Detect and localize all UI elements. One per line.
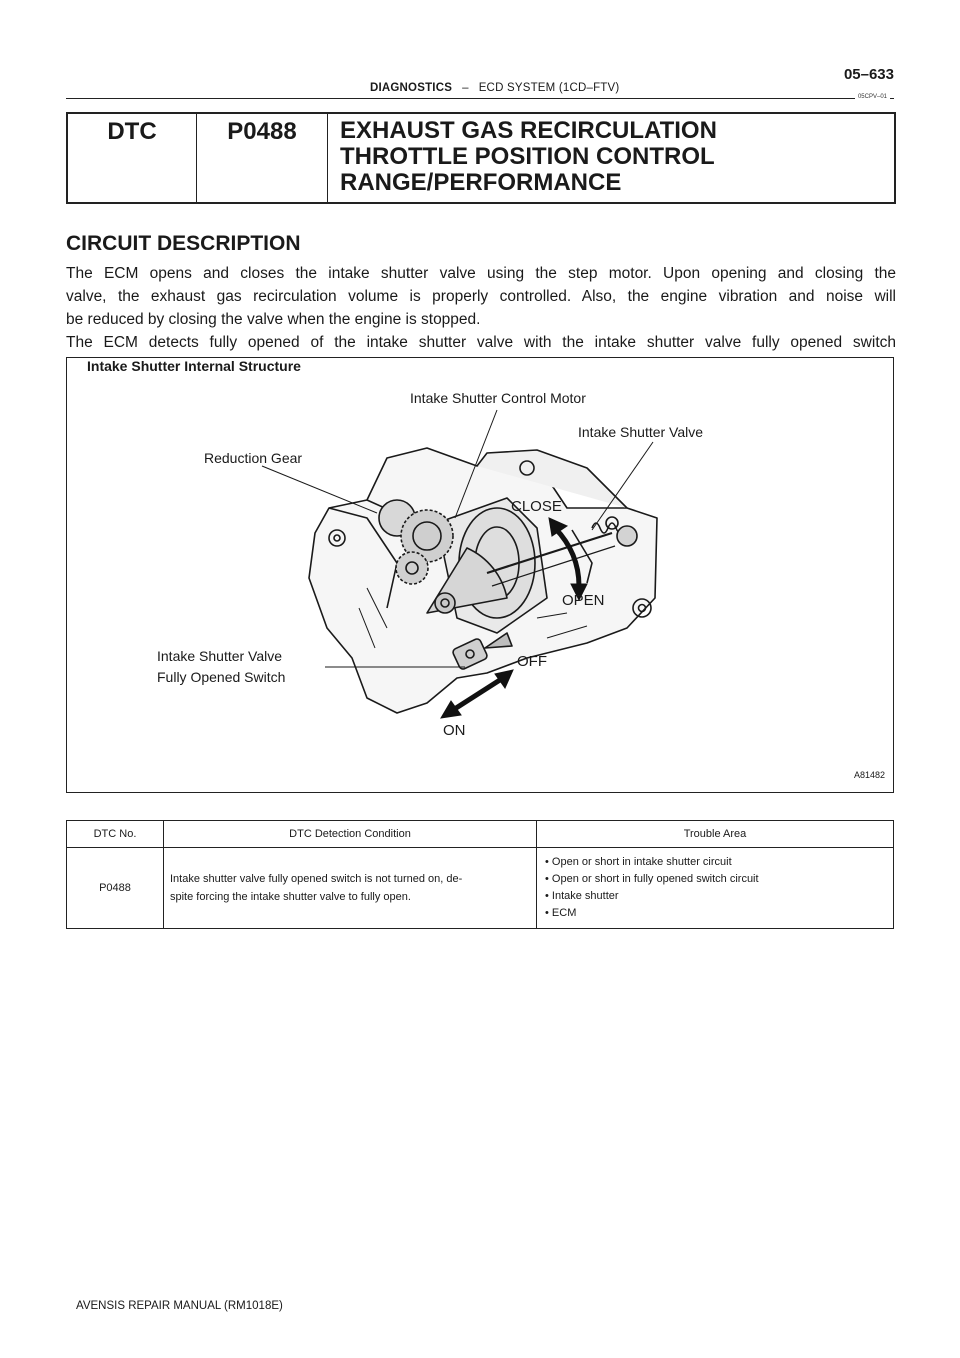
condition-line: spite forcing the intake shutter valve to fully open. <box>170 891 411 903</box>
dtc-title-line: THROTTLE POSITION CONTROL <box>340 143 715 170</box>
label-reduction-gear: Reduction Gear <box>204 450 303 466</box>
header-rule <box>66 98 894 99</box>
description-line: be reduced by closing the valve when the engine is stopped. <box>66 311 481 328</box>
dtc-title-line: EXHAUST GAS RECIRCULATION <box>340 117 717 144</box>
trouble-area-item: • Open or short in fully opened switch circuit <box>545 873 759 885</box>
header-section <box>370 82 619 94</box>
label-on: ON <box>443 722 466 739</box>
dtc-label: DTC <box>68 114 197 202</box>
dtc-title-box <box>66 112 896 204</box>
circuit-description-heading: CIRCUIT DESCRIPTION <box>66 232 301 255</box>
dtc-title-line: RANGE/PERFORMANCE <box>340 169 622 196</box>
description-line: The ECM detects fully opened of the intake shutter valve with the intake shutter valve fully opened switch <box>66 334 896 351</box>
label-off: OFF <box>517 653 547 670</box>
footer-manual: AVENSIS REPAIR MANUAL (RM1018E) <box>76 1300 283 1312</box>
ref-code: 05CPV–01 <box>855 94 890 100</box>
cell-trouble-area <box>537 848 894 929</box>
table-header-row <box>67 821 894 848</box>
trouble-area-item: • ECM <box>545 907 577 919</box>
table-row <box>67 848 894 929</box>
section-name: DIAGNOSTICS <box>370 82 453 94</box>
dtc-table <box>66 820 894 929</box>
cell-dtc-no: P0488 <box>67 848 164 929</box>
header-detection-condition: DTC Detection Condition <box>164 821 537 848</box>
intake-shutter-figure <box>66 357 894 793</box>
header-trouble-area: Trouble Area <box>537 821 894 848</box>
dtc-title <box>328 114 894 202</box>
header-dtc-no: DTC No. <box>67 821 164 848</box>
label-open: OPEN <box>562 592 605 609</box>
label-switch-line2: Fully Opened Switch <box>157 669 286 685</box>
figure-title: Intake Shutter Internal Structure <box>87 358 301 374</box>
dtc-code: P0488 <box>197 114 328 202</box>
header-separator: – <box>462 82 469 94</box>
label-close: CLOSE <box>511 498 562 515</box>
circuit-description-text <box>66 262 896 354</box>
system-name: ECD SYSTEM (1CD–FTV) <box>478 82 620 94</box>
description-line: The ECM opens and closes the intake shutter valve using the step motor. Upon opening and closing the <box>66 265 896 282</box>
label-switch-line1: Intake Shutter Valve <box>157 648 283 664</box>
description-line: valve, the exhaust gas recirculation volume is properly controlled. Also, the engine vibration and noise will <box>66 288 896 305</box>
cell-detection-condition <box>164 848 537 929</box>
intake-shutter-illustration <box>67 358 893 792</box>
page-number: 05–633 <box>843 66 894 83</box>
trouble-area-item: • Open or short in intake shutter circuit <box>545 856 732 868</box>
label-shutter-valve: Intake Shutter Valve <box>578 424 704 440</box>
figure-id: A81482 <box>853 770 885 780</box>
label-control-motor: Intake Shutter Control Motor <box>410 390 586 406</box>
condition-line: Intake shutter valve fully opened switch is not turned on, de- <box>170 873 463 885</box>
trouble-area-item: • Intake shutter <box>545 890 619 902</box>
